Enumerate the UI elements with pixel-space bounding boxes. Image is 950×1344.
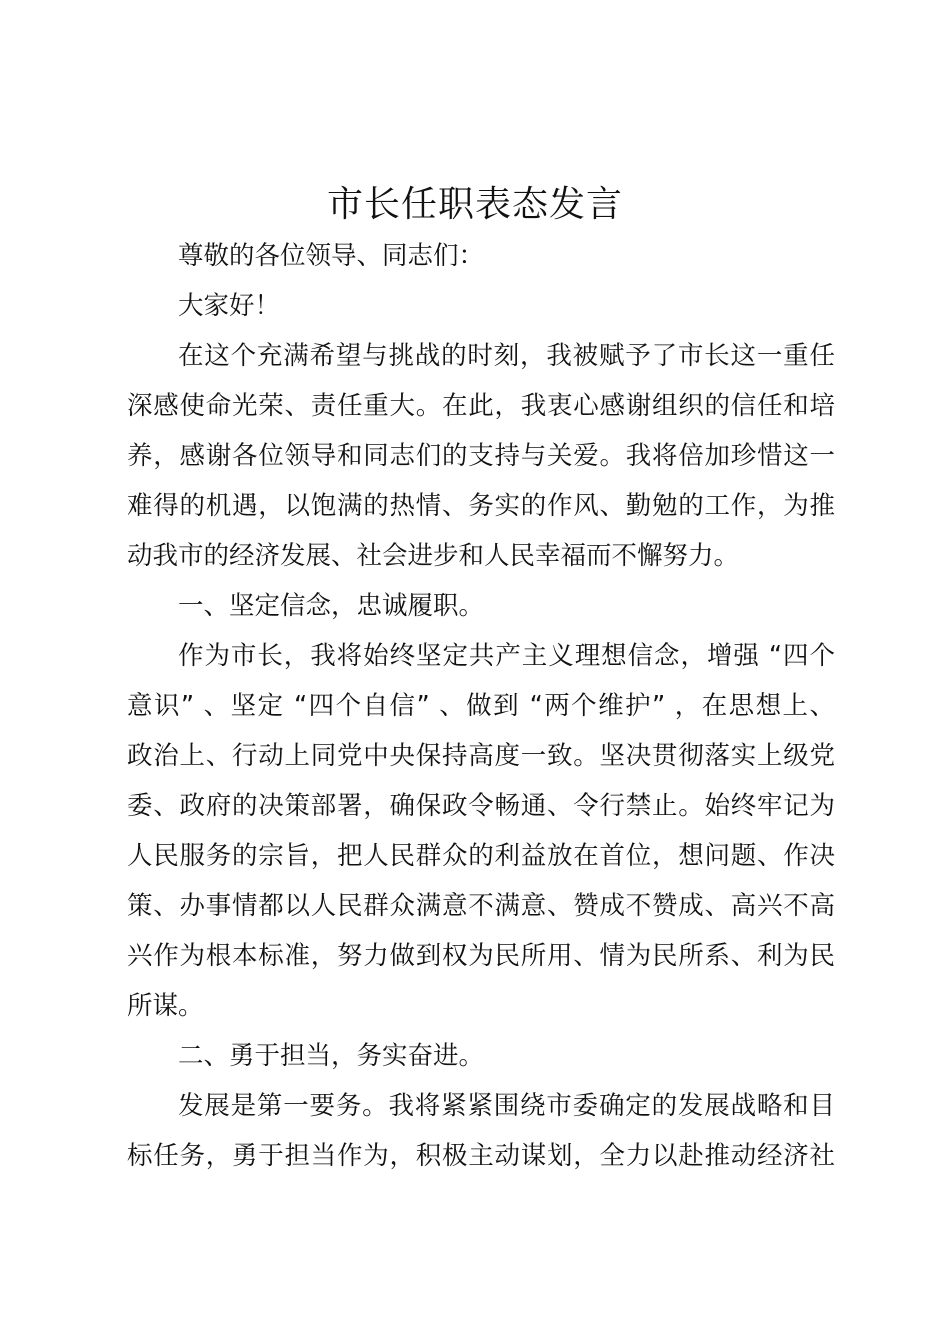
- intro-line: 在这个充满希望与挑战的时刻，我被赋予了市长这一重任: [178, 341, 835, 371]
- intro-line: 深感使命光荣、责任重大。在此，我衷心感谢组织的信任和培: [127, 391, 835, 421]
- section-1-line: 政治上、行动上同党中央保持高度一致。坚决贯彻落实上级党: [127, 741, 835, 771]
- salutation: 尊敬的各位领导、同志们：: [178, 241, 485, 271]
- intro-line: 动我市的经济发展、社会进步和人民幸福而不懈努力。: [127, 541, 740, 571]
- section-2-line: 标任务，勇于担当作为，积极主动谋划，全力以赴推动经济社: [127, 1141, 835, 1171]
- intro-line: 难得的机遇，以饱满的热情、务实的作风、勤勉的工作，为推: [127, 491, 835, 521]
- section-1-line: 作为市长，我将始终坚定共产主义理想信念，增强 “四个: [178, 641, 835, 671]
- section-1-line: 人民服务的宗旨，把人民群众的利益放在首位，想问题、作决: [127, 841, 835, 871]
- section-1-line: 所谋。: [127, 991, 204, 1021]
- section-2-heading: 二、勇于担当，务实奋进。: [178, 1041, 485, 1071]
- section-1-line: 策、办事情都以人民群众满意不满意、赞成不赞成、高兴不高: [127, 891, 835, 921]
- section-2-line: 发展是第一要务。我将紧紧围绕市委确定的发展战略和目: [178, 1091, 835, 1121]
- intro-line: 养，感谢各位领导和同志们的支持与关爱。我将倍加珍惜这一: [127, 441, 835, 471]
- section-1-heading: 一、坚定信念，忠诚履职。: [178, 591, 485, 621]
- greeting: 大家好！: [178, 291, 281, 321]
- document-title: 市长任职表态发言: [326, 184, 623, 225]
- section-1-line: 兴作为根本标准，努力做到权为民所用、情为民所系、利为民: [127, 941, 835, 971]
- section-1-line: 意识” 、坚定 “四个自信” 、做到 “两个维护” ，在思想上、: [127, 691, 835, 721]
- section-1-line: 委、政府的决策部署，确保政令畅通、令行禁止。始终牢记为: [127, 791, 835, 821]
